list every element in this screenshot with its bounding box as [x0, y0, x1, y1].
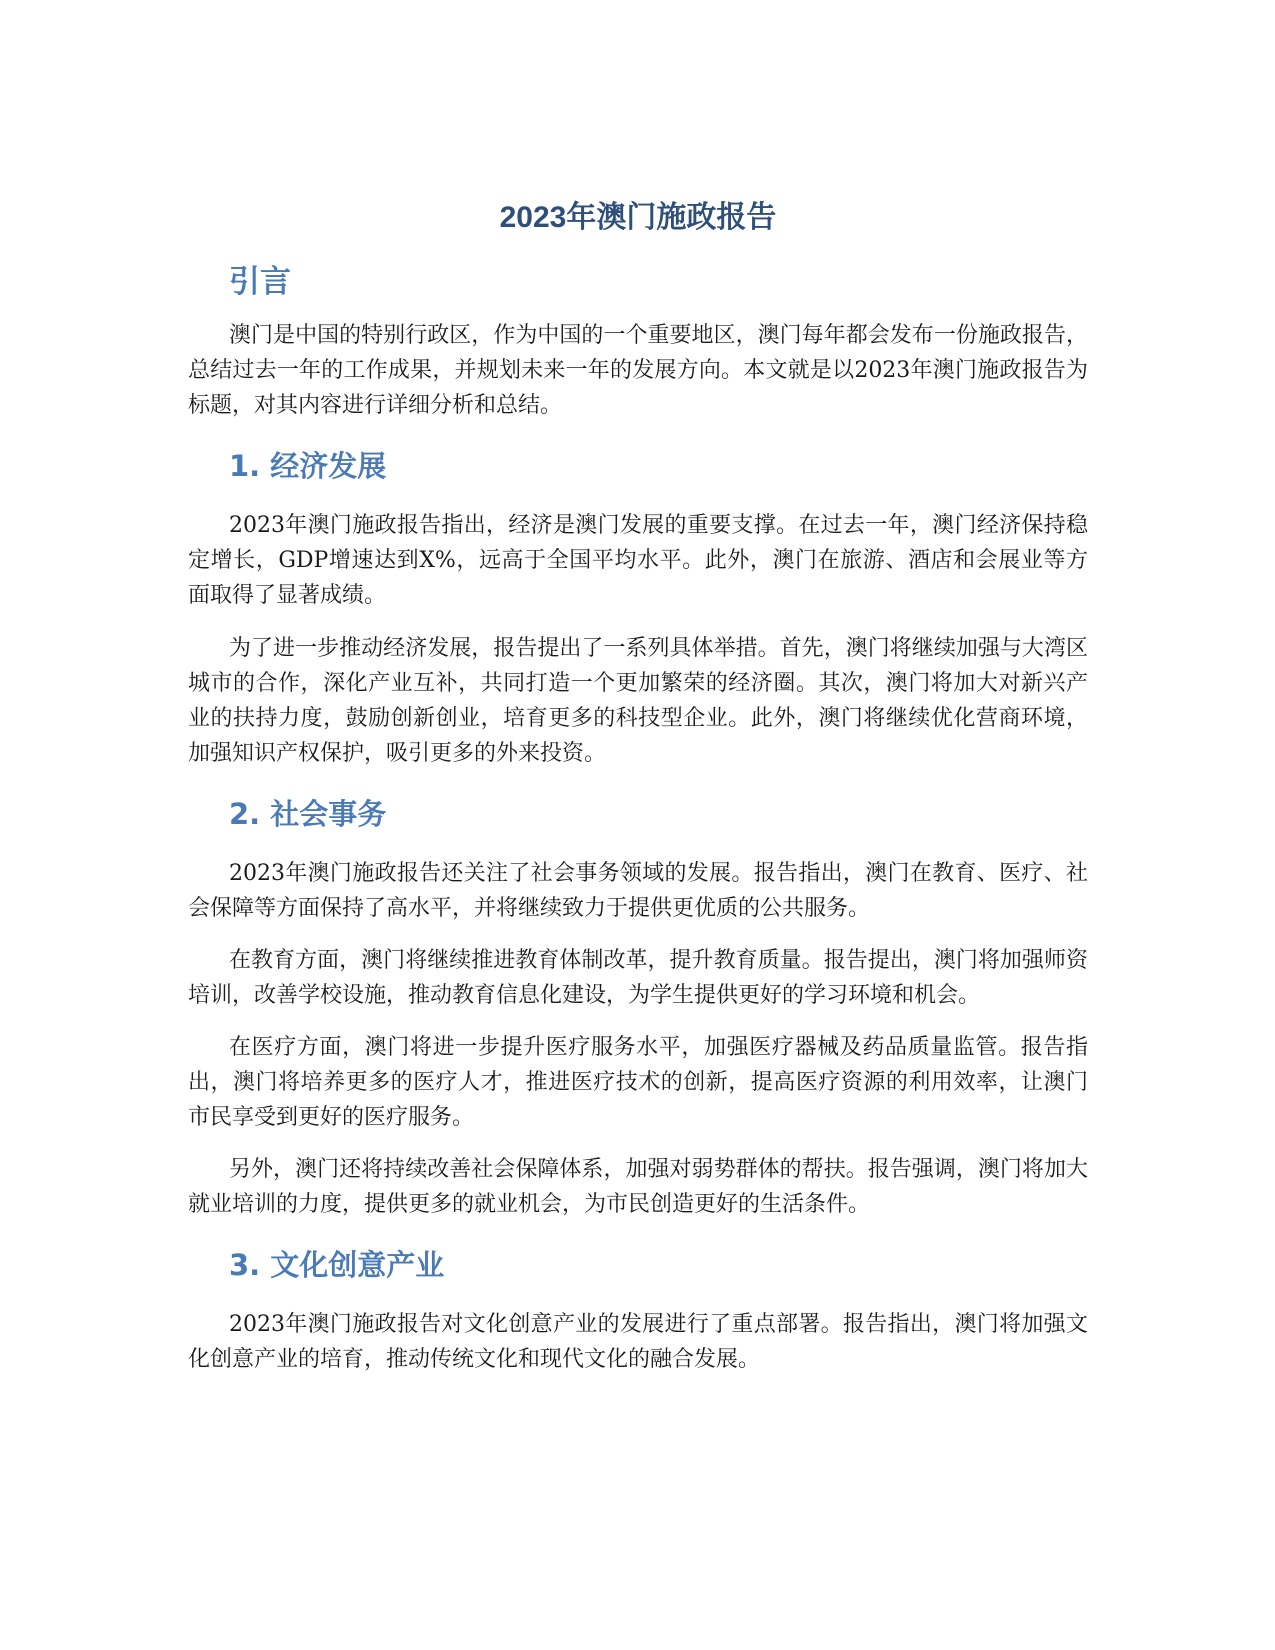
- section-heading-economy: 1. 经济发展: [229, 449, 387, 483]
- intro-paragraph: 澳门是中国的特别行政区，作为中国的一个重要地区，澳门每年都会发布一份施政报告，总结过去一年的工作成果，并规划未来一年的发展方向。本文就是以2023年澳门施政报告为标题，对其内容进行详细分析和总结。: [188, 323, 1088, 418]
- section-heading-intro: 引言: [229, 264, 291, 300]
- document-title: 2023年澳门施政报告: [499, 201, 777, 234]
- social-paragraph-healthcare: 在医疗方面，澳门将进一步提升医疗服务水平，加强医疗器械及药品质量监管。报告指出，澳门将培养更多的医疗人才，推进医疗技术的创新，提高医疗资源的利用效率，让澳门市民享受到更好的医疗服务。: [188, 1035, 1088, 1130]
- section-heading-social-affairs: 2. 社会事务: [229, 797, 387, 831]
- social-paragraph-1: 2023年澳门施政报告还关注了社会事务领域的发展。报告指出，澳门在教育、医疗、社会保障等方面保持了高水平，并将继续致力于提供更优质的公共服务。: [188, 861, 1088, 921]
- social-paragraph-welfare: 另外，澳门还将持续改善社会保障体系，加强对弱势群体的帮扶。报告强调，澳门将加大就业培训的力度，提供更多的就业机会，为市民创造更好的生活条件。: [188, 1157, 1088, 1217]
- social-paragraph-education: 在教育方面，澳门将继续推进教育体制改革，提升教育质量。报告提出，澳门将加强师资培训，改善学校设施，推动教育信息化建设，为学生提供更好的学习环境和机会。: [188, 948, 1088, 1008]
- economy-paragraph-2: 为了进一步推动经济发展，报告提出了一系列具体举措。首先，澳门将继续加强与大湾区城市的合作，深化产业互补，共同打造一个更加繁荣的经济圈。其次，澳门将加大对新兴产业的扶持力度，鼓励创新创业，培育更多的科技型企业。此外，澳门将继续优化营商环境，加强知识产权保护，吸引更多的外来投资。: [188, 636, 1088, 766]
- culture-paragraph-1: 2023年澳门施政报告对文化创意产业的发展进行了重点部署。报告指出，澳门将加强文化创意产业的培育，推动传统文化和现代文化的融合发展。: [188, 1312, 1088, 1372]
- economy-paragraph-1: 2023年澳门施政报告指出，经济是澳门发展的重要支撑。在过去一年，澳门经济保持稳定增长，GDP增速达到X%，远高于全国平均水平。此外，澳门在旅游、酒店和会展业等方面取得了显著成绩。: [188, 513, 1088, 608]
- document-body: [188, 196, 1088, 1377]
- section-heading-cultural-creative: 3. 文化创意产业: [229, 1248, 445, 1282]
